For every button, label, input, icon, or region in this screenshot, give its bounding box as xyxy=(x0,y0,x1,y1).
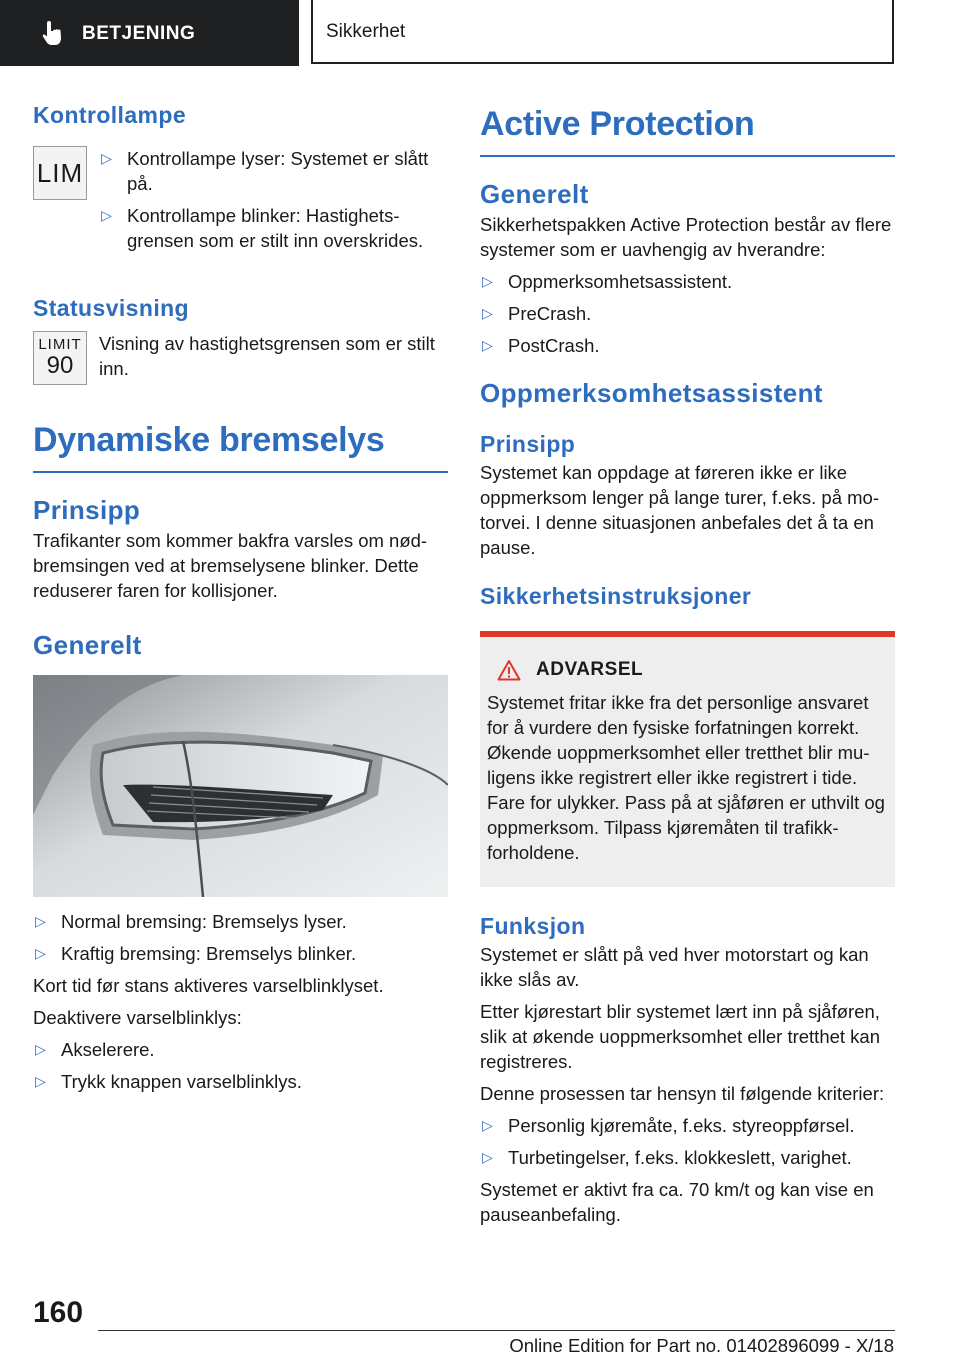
limit-display-label: LIMIT xyxy=(38,336,82,353)
list-item xyxy=(99,203,448,253)
triangle-bullet-icon: ▷ xyxy=(35,1041,46,1057)
list-item-text: Kraftig bremsing: Bremselys blinker. xyxy=(61,943,357,964)
triangle-bullet-icon: ▷ xyxy=(35,913,46,929)
triangle-bullet-icon: ▷ xyxy=(35,945,46,961)
right-column xyxy=(480,100,895,1227)
statusvisning-heading: Statusvisning xyxy=(33,295,190,321)
list-item xyxy=(480,333,895,358)
triangle-bullet-icon: ▷ xyxy=(482,1117,493,1133)
kontrollampe-heading: Kontrollampe xyxy=(33,102,187,128)
list-item xyxy=(33,941,448,966)
page-header xyxy=(0,0,960,66)
list-item-text: Normal bremsing: Bremselys lyser. xyxy=(61,911,347,932)
sikkerhetsinstruksjoner-heading: Sikkerhetsinstruksjoner xyxy=(480,583,752,609)
generelt-text: Sikkerhetspakken Active Protection består av flere systemer som er uavhengig av hverandre: xyxy=(480,214,892,260)
triangle-bullet-icon: ▷ xyxy=(101,207,112,223)
list-item-text: Personlig kjøremåte, f.eks. styreoppførsel. xyxy=(508,1115,855,1136)
triangle-bullet-icon: ▷ xyxy=(482,1149,493,1165)
bremsing-list xyxy=(33,909,448,966)
oppmerksomhetsassistent-heading: Oppmerksomhetsassistent xyxy=(480,378,823,408)
limit-display-icon xyxy=(33,331,87,385)
list-item-text: Akselerere. xyxy=(61,1039,155,1060)
lim-indicator-text: LIM xyxy=(36,157,84,188)
warning-box xyxy=(480,631,895,887)
list-item xyxy=(33,1069,448,1094)
list-item-text: Trykk knappen varselblinklys. xyxy=(61,1071,302,1092)
list-item-text: Turbetingelser, f.eks. klokkeslett, varighet. xyxy=(508,1147,852,1168)
funksjon-heading: Funksjon xyxy=(480,913,586,939)
list-item xyxy=(33,909,448,934)
list-item-text: PostCrash. xyxy=(508,335,600,356)
funksjon-text-1: Systemet er slått på ved hver motorstart og kan ikke slås av. xyxy=(480,944,869,990)
kontrollampe-list xyxy=(99,146,448,253)
kontrollampe-list-wrap xyxy=(99,146,448,260)
prinsipp-heading: Prinsipp xyxy=(480,431,576,457)
list-item xyxy=(480,1113,895,1138)
kontrollampe-row xyxy=(33,146,448,260)
prinsipp-text: Systemet kan oppdage at føreren ikke er like oppmerksom lenger på lange turer, f.eks. på motorvei. I denne situasjonen anbefales det å ta en pause. xyxy=(480,462,879,558)
footer-divider xyxy=(98,1330,895,1331)
warning-triangle-icon xyxy=(497,659,521,681)
warning-label: ADVARSEL xyxy=(536,659,644,680)
list-item-text: Kontrollampe lyser: Systemet er slått på. xyxy=(127,148,429,194)
hand-pointer-icon xyxy=(38,18,68,48)
funksjon-text-2: Etter kjørestart blir systemet lært inn på sjåføren, slik at økende uoppmerksomhet eller tretthet kan registreres. xyxy=(480,1001,880,1072)
brake-light-image xyxy=(33,675,448,897)
varselblinklys-text: Kort tid før stans aktiveres varselblinklyset. xyxy=(33,975,384,996)
prinsipp-heading: Prinsipp xyxy=(33,495,141,525)
chapter-tab[interactable] xyxy=(311,0,894,64)
section-tab-label: BETJENING xyxy=(82,22,196,44)
funksjon-text-3: Denne prosessen tar hensyn til følgende kriterier: xyxy=(480,1083,885,1104)
kriterier-list xyxy=(480,1113,895,1170)
left-column xyxy=(33,100,448,1101)
deaktivere-text: Deaktivere varselblinklys: xyxy=(33,1007,242,1028)
list-item-text: Kontrollampe blinker: Hastighetsgrensen som er stilt inn overskrides. xyxy=(127,205,424,251)
chapter-tab-label: Sikkerhet xyxy=(326,20,406,42)
generelt-heading: Generelt xyxy=(33,630,142,660)
list-item xyxy=(99,146,448,196)
warning-text: Systemet fritar ikke fra det personlige ansvaret for å vurdere den fysiske forfatningen korrekt. Økende uoppmerksomhet eller tretthet blir muligens ikke registrert eller ikke registrert i tide. Fare for ulykker. Pass på at sjåføren er uthvilt og oppmerksom. Tilpass kjøremåten til trafikkforholdene. xyxy=(487,692,885,863)
page-number: 160 xyxy=(33,1296,84,1329)
lim-indicator-icon xyxy=(33,146,87,200)
prinsipp-text: Trafikanter som kommer bakfra varsles om nødbremsingen ved at bremselysene blinker. Dette reduserer faren for kollisjoner. xyxy=(33,530,428,601)
dynamiske-bremselys-title: Dynamiske bremselys xyxy=(33,418,448,473)
triangle-bullet-icon: ▷ xyxy=(101,150,112,166)
section-tab[interactable] xyxy=(0,0,299,66)
list-item-text: PreCrash. xyxy=(508,303,592,324)
active-protection-title: Active Protection xyxy=(480,102,895,157)
statusvisning-text: Visning av hastighetsgrensen som er stilt inn. xyxy=(99,333,435,379)
generelt-heading: Generelt xyxy=(480,179,589,209)
triangle-bullet-icon: ▷ xyxy=(482,305,493,321)
list-item-text: Oppmerksomhetsassistent. xyxy=(508,271,733,292)
triangle-bullet-icon: ▷ xyxy=(482,273,493,289)
list-item xyxy=(480,301,895,326)
list-item xyxy=(33,1037,448,1062)
list-item xyxy=(480,1145,895,1170)
deaktivere-list xyxy=(33,1037,448,1094)
edition-footer: Online Edition for Part no. 01402896099 - X/18 xyxy=(509,1335,894,1356)
systems-list xyxy=(480,269,895,358)
list-item xyxy=(480,269,895,294)
triangle-bullet-icon: ▷ xyxy=(482,337,493,353)
funksjon-text-4: Systemet er aktivt fra ca. 70 km/t og kan vise en pauseanbefaling. xyxy=(480,1179,874,1225)
triangle-bullet-icon: ▷ xyxy=(35,1073,46,1089)
limit-display-value: 90 xyxy=(46,352,74,379)
warning-header xyxy=(487,657,887,682)
statusvisning-row xyxy=(33,331,448,385)
